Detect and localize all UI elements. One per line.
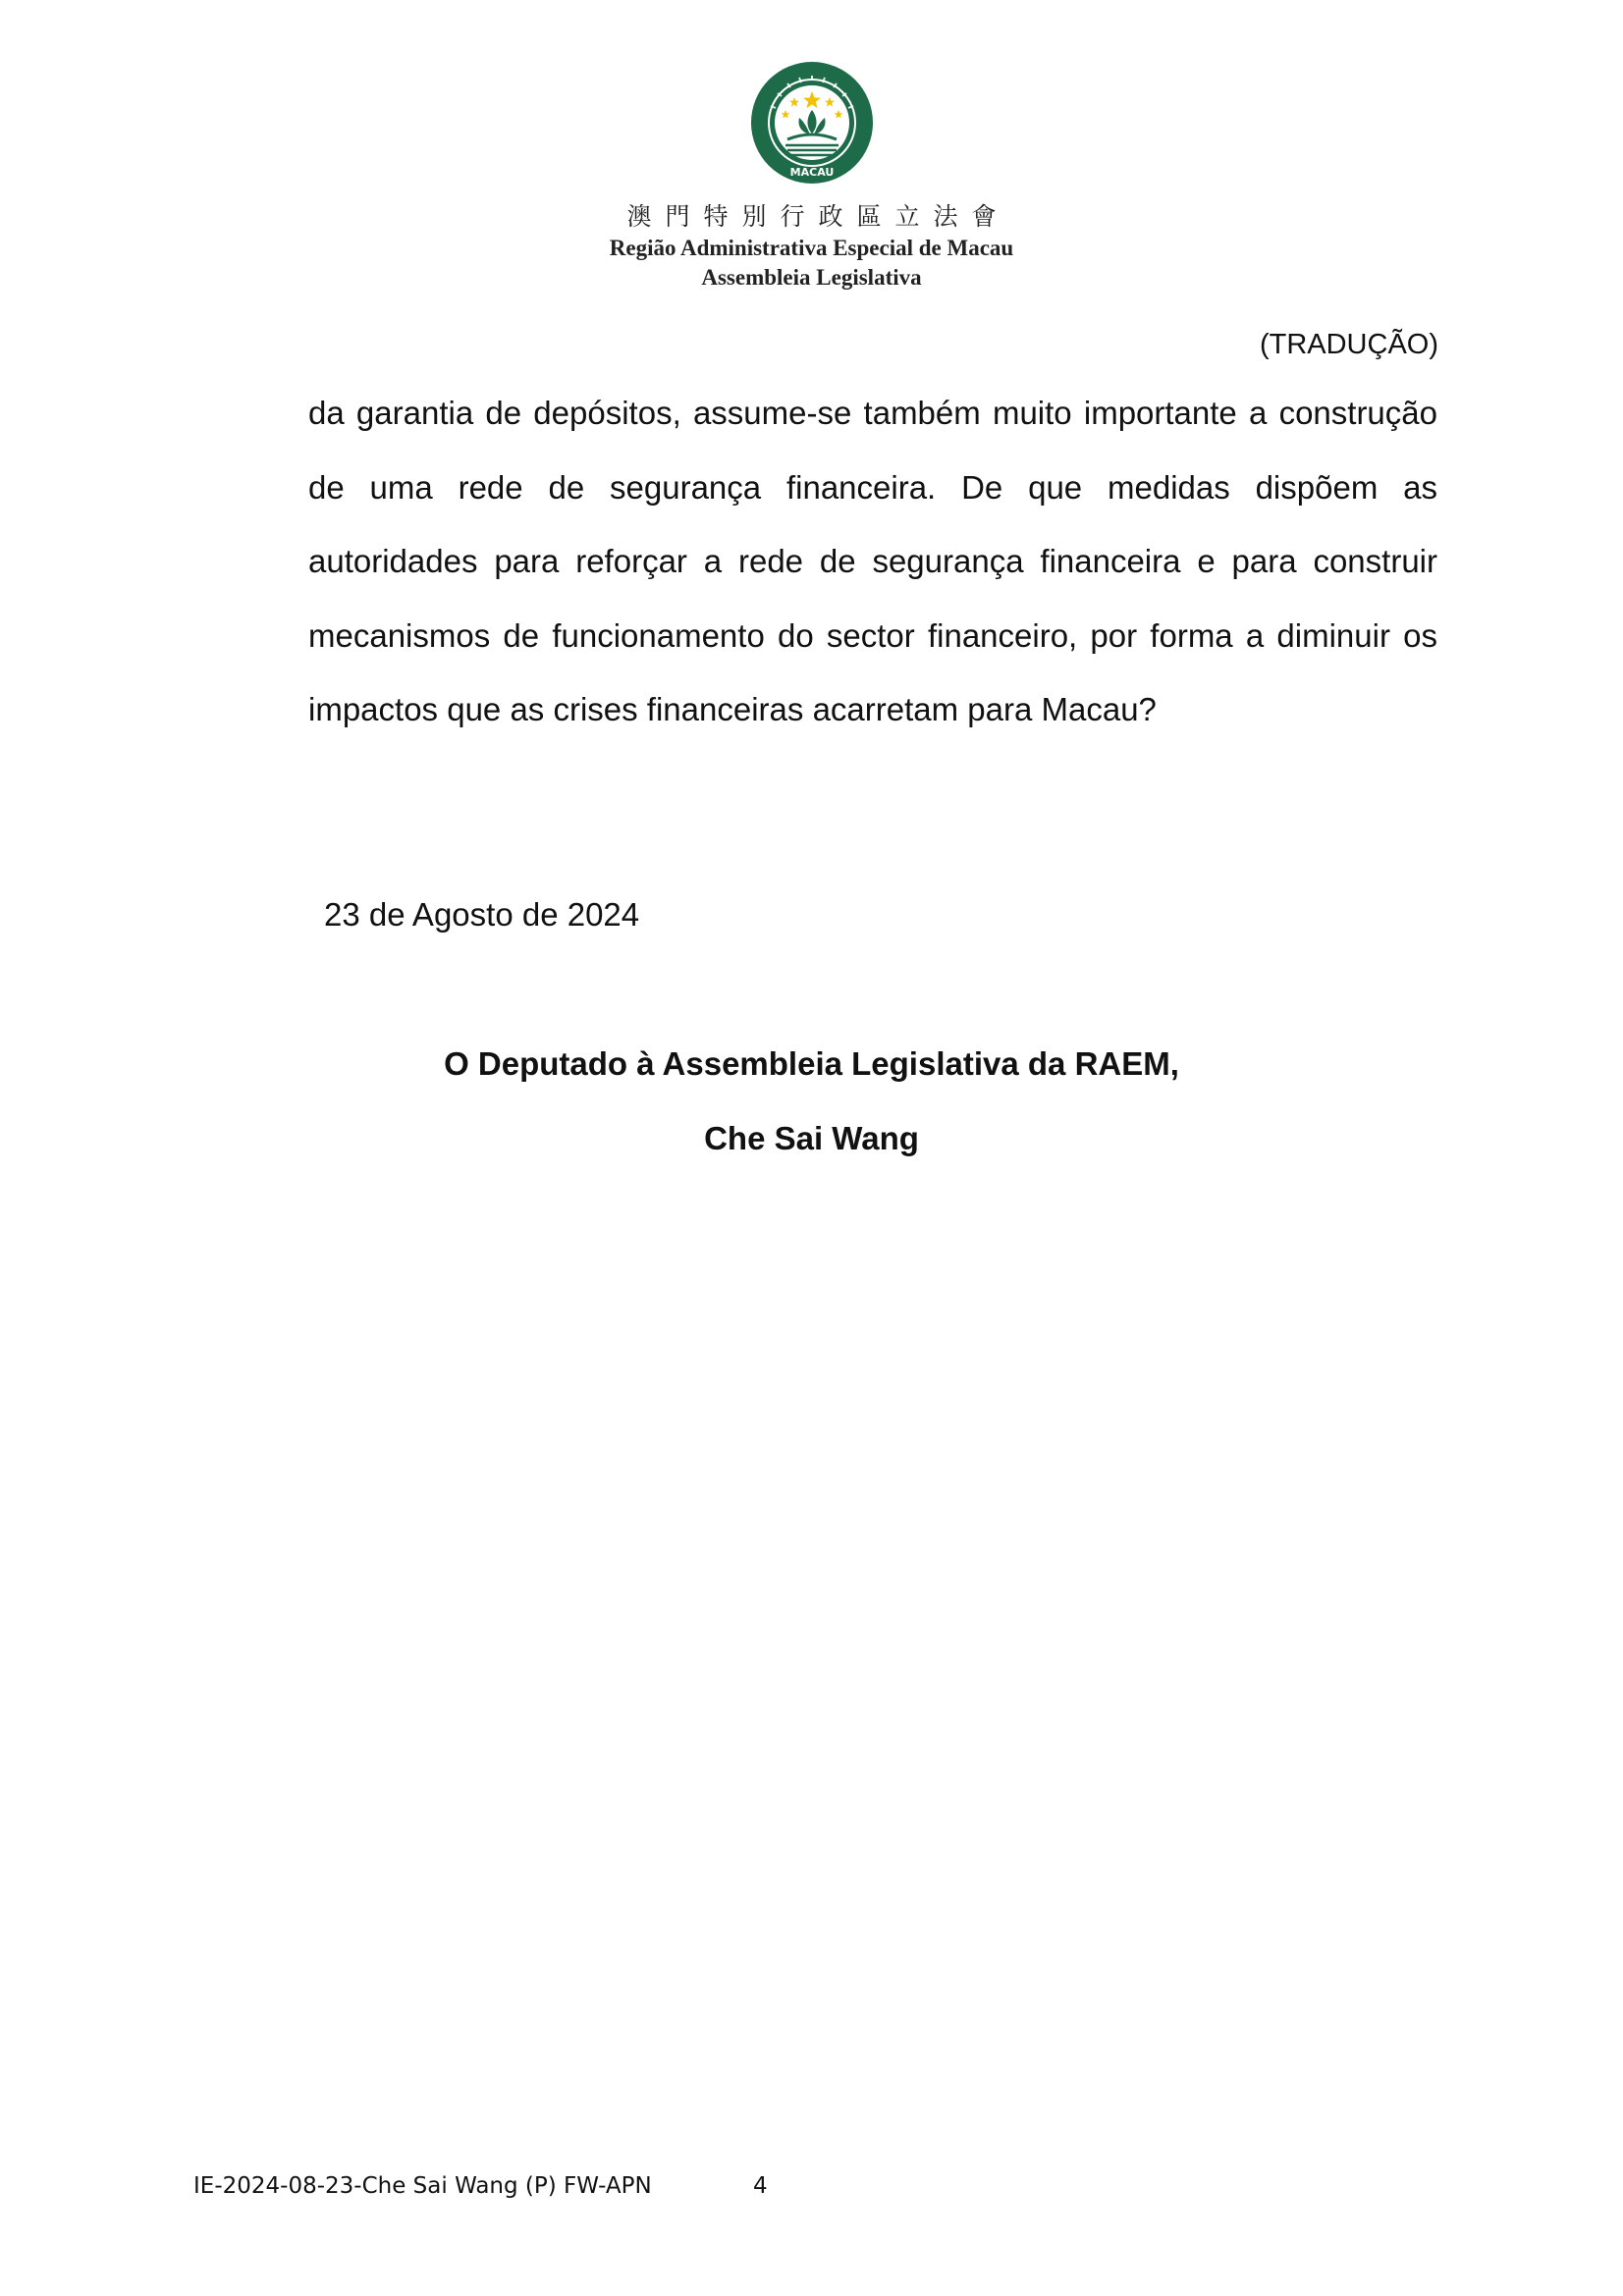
header-chinese-title: 澳門特別行政區立法會 (626, 202, 1010, 231)
header-region-line: Região Administrativa Especial de Macau (609, 236, 1014, 260)
translation-tag: (TRADUÇÃO) (1259, 329, 1438, 360)
letterhead (0, 59, 1623, 293)
macau-emblem-icon (748, 59, 876, 187)
body-paragraph: da garantia de depósitos, assume-se também muito importante a construção de uma rede de segurança financeira. De que medidas dispõem as autoridades para reforçar a rede de segurança financeira e para construir mecanismos de funcionamento do sector financeiro, por forma a diminuir os impactos que as crises financeiras acarretam para Macau? (308, 395, 1437, 727)
footer-reference: IE-2024-08-23-Che Sai Wang (P) FW-APN (193, 2173, 652, 2199)
signature-name: Che Sai Wang (704, 1120, 919, 1156)
signature-role: O Deputado à Assembleia Legislativa da RAEM, (444, 1045, 1179, 1082)
header-assembly-line: Assembleia Legislativa (701, 265, 922, 290)
document-date: 23 de Agosto de 2024 (324, 896, 640, 933)
footer-page-number: 4 (753, 2173, 768, 2199)
svg-text:MACAU: MACAU (789, 166, 834, 179)
